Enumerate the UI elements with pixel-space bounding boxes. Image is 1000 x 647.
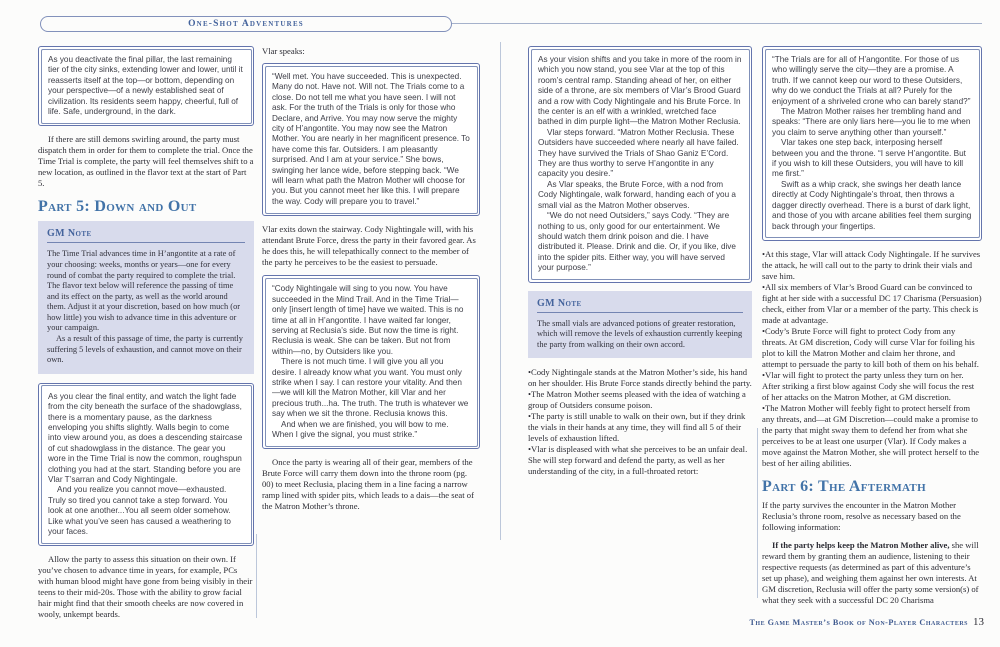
part-6-heading: Part 6: The Aftermath (762, 477, 926, 495)
body-paragraph (762, 540, 982, 606)
flavor-text (766, 50, 978, 237)
bullet-item: • Vlar is displeased with what she perceives to be an unfair deal. She will step forward and defend the party, as well as her understanding of the city, in a full-throated retort: (528, 444, 752, 477)
flavor-text-box (762, 46, 982, 241)
flavor-paragraph: “The Trials are for all of H’angontite. For those of us who willingly serve the city—they are a promise. A truth. If we cannot keep our word to these Outsiders, why do we conduct the Trials at all? Purely for the enjoyment of a shriveled crone who can barely stand?” (772, 55, 971, 106)
section-header-label: One-Shot Adventures (188, 19, 304, 29)
flavor-text-box (528, 46, 752, 283)
bullet-item: • All six members of Vlar’s Brood Guard can be convinced to fight at her side with a successful DC 17 Charisma (Persuasion) check, either from Vlar or a member of the party. This check is made at advantage. (762, 282, 982, 326)
gm-note-paragraph: As a result of this passage of time, the party is currently suffering 5 levels of exhaustion, and cannot move on their own. (47, 334, 243, 365)
page-gutter-rule (500, 42, 501, 540)
flavor-paragraph: And when we are finished, you will bow to me. When I give the signal, you must strike.” (272, 419, 449, 439)
bullet-item: • The Matron Mother will feebly fight to protect herself from any threats, and—at GM Discretion—could make a promise to the party that might sway them to defend her from what she perceives to be at least one usurper (Vlar). If Cody makes a move against the Matron Mother, she will protect herself to the best of her ailing abilities. (762, 403, 982, 469)
section-header-pill (40, 16, 452, 32)
flavor-paragraph: Vlar takes one step back, interposing herself between you and the throne. “I serve H’angontite. But if you wish to kill these Outsiders, you will have to kill me first.” (772, 138, 966, 179)
flavor-paragraph: As Vlar speaks, the Brute Force, with a nod from Cody Nightingale, walk forward, handing each of you a small vial as the Matron Mother observes. (538, 179, 736, 210)
bullet-item: • Cody Nightingale stands at the Matron Mother’s side, his hand on her shoulder. His Brute Force stands directly behind the party. (528, 367, 752, 389)
flavor-text-box (38, 383, 254, 547)
flavor-text-box (262, 275, 480, 449)
body-paragraph: Vlar exits down the stairway. Cody Nightingale will, with his attendant Brute Force, dress the party in their favored gear. As he does this, he will telepathically connect to the member of the party he perceives to be the easiest to persuade. (262, 224, 476, 268)
column-divider-left (256, 534, 257, 618)
flavor-paragraph: And you realize you cannot move—exhausted. Truly so tired you cannot take a step forward. You look at one another...You all seem older somehow. Like what you’ve seen has caused a weathering to your faces. (48, 485, 231, 537)
page-number: 13 (973, 616, 984, 628)
flavor-text-box (262, 63, 480, 216)
gm-note-title: GM Note (537, 298, 743, 313)
flavor-text (42, 387, 250, 543)
column-4 (762, 44, 982, 613)
column-3 (528, 44, 752, 477)
flavor-paragraph: “Well met. You have succeeded. This is unexpected. Many do not. Have not. Will not. The Trials come to a close. Do not tell me what you have seen. I will not ask. For the truth of the Trials is only for those who Declare, and Arrive. You may now serve the mighty city of H’angontite. You may now see the Matron Mother. You are nearly in her magnificent presence. To have come this far. Outsiders. I am pleasantly surprised. And I am at your service.” She bows, swinging her lance wide, before stepping back. “We will learn what path the Matron Mother will choose for you. But you cannot meet her like this. I will prepare the way. Cody will prepare you to travel.” (272, 72, 470, 206)
flavor-paragraph: As you clear the final entity, and watch the light fade from the city beneath the surface of the shadowglass, there is a momentary pause, as the darkness enveloping you shifts slightly. Walls begin to come into view around you, as does a descending staircase of cut shadowglass in the distance. The gear you wore in the Time Trial is now the common, roughspun clothing you had at the start. Standing before you are Vlar T’sarran and Cody Nightingale. (48, 391, 243, 485)
page-footer (749, 616, 984, 628)
paragraph-rest: she will reward them by granting them an audience, listening to their respective requests (as determined as part of this adventure’s set up phase), and weighing them against her own interests. At GM discretion, Reclusia will offer the party some version(s) of what they seek with a successful DC 20 Charisma (762, 539, 979, 605)
flavor-paragraph: As your vision shifts and you take in more of the room in which you now stand, you see Vlar at the top of this room’s central ramp. Standing ahead of her, on either side of a throne, are six members of Vlar’s Brood Guard and a row with Cody Nightingale and his Brute Force. In the center is an elf with a wrinkled, wretched face bathed in dim purple light—the Matron Mother Reclusia. (538, 55, 742, 127)
flavor-text-box (38, 46, 254, 126)
header-rule (451, 23, 982, 24)
bullet-item: • The Matron Mother seems pleased with the idea of watching a group of Outsiders consume poison. (528, 389, 752, 411)
bullet-item: • The party is still unable to walk on their own, but if they drink the vials in their hands at any time, they will find all 5 of their levels of exhaustion lifted. (528, 411, 752, 444)
book-title: The Game Master’s Book of Non-Player Characters (749, 618, 968, 627)
body-paragraph: Vlar speaks: (262, 46, 305, 56)
flavor-paragraph: There is not much time. I will give you all you desire. I already know what you want. You must only strike when I say. I can restore your vitality. And then—we will kill the Matron Mother, kill Vlar and her precious truth...ha. The truth. The truth is whatever we say when we sit the throne. Reclusia knows this. (272, 357, 469, 419)
bullet-item: • At this stage, Vlar will attack Cody Nightingale. If he survives the attack, he will call out to the party to drink their vials and save him. (762, 249, 982, 282)
body-paragraph: If there are still demons swirling around, the party must dispatch them in order for them to complete the trial. Once the Time Trial is complete, the party will feel themselves shift to a new location, as outlined in the flavor text at the start of Part 5. (38, 134, 254, 189)
flavor-paragraph: “We do not need Outsiders,” says Cody. “They are nothing to us, only good for our entertainment. We should watch them drink poison and die. I have distributed it. Please. Drink and die. Or, if you like, dive into the spider pits. Either way, you will have served your purpose.” (538, 211, 736, 273)
column-divider-right (757, 428, 758, 598)
column-2 (262, 44, 480, 519)
gm-note-title: GM Note (47, 228, 245, 243)
gm-note (38, 221, 254, 373)
body-paragraph: Allow the party to assess this situation on their own. If you’ve chosen to advance time in years, for example, PCs with human blood might have gone from being visibly in their teens to their mid-20s. Those with the ability to grow facial hair might find that their smooth cheeks are now covered in wooly, unkempt beards. (38, 554, 253, 620)
part-5-heading: Part 5: Down and Out (38, 198, 197, 216)
bullet-item: • Vlar will fight to protect the party unless they turn on her. After striking a first blow against Cody she will focus the rest of her attacks on the Matron Mother, at GM discretion. (762, 370, 982, 403)
body-paragraph: Once the party is wearing all of their gear, members of the Brute Force will carry them down into the throne room (pg. 00) to meet Reclusia, placing them in a line facing a narrow ramp lined with spider pits, which leads to a dais—the seat of the Matron Mother’s throne. (262, 457, 474, 512)
flavor-paragraph: “Cody Nightingale will sing to you now. You have succeeded in the Mind Trail. And in the Time Trial—only [insert length of time] have we waited. This is no time at all in H’angontite. I have waited far longer, serving at Reclusia’s side. But now the time is right. Reclusia is weak. She can be taken. But not from within—no, by Outsiders like you. (272, 284, 464, 356)
column-1 (38, 44, 254, 627)
flavor-text (42, 50, 250, 122)
gm-note-paragraph: The Time Trial advances time in H’angontite at a rate of your choosing: weeks, months or years—one for every round of combat the party required to complete the trial. The flavor text below will reference the passing of time and its effect on the party, as well as the world around them. Adjust it at your discretion, based on how much (or how little) you wish to advance time in this adventure or your campaign. (47, 249, 241, 333)
gm-note-paragraph: The small vials are advanced potions of greater restoration, which will remove the levels of exhaustion currently keeping the party from walking on their own accord. (537, 318, 743, 349)
flavor-paragraph: Vlar steps forward. “Matron Mother Reclusia. These Outsiders have succeeded where nearly all have failed. They have survived the Trials of Shao Ganiz E’Cord. They are thus worthy to serve H’angontite in any capacity you desire.” (538, 127, 739, 179)
bold-lead: If the party helps keep the Matron Mother alive, (772, 539, 950, 550)
flavor-paragraph: As you deactivate the final pillar, the last remaining tier of the city sinks, extending lower and lower, until it reasserts itself at the top—or bottom, depending on your perspective—of a newly established seat of civilization. Its residents seem happy, cheerful, full of life. Safe, underground, in the dark. (48, 55, 243, 117)
gm-note (528, 291, 752, 359)
flavor-paragraph: The Matron Mother raises her trembling hand and speaks: “There are only liars here—you lie to me when you claim to serve anything other than yourself.” (772, 107, 971, 137)
flavor-text (266, 279, 476, 445)
flavor-text (266, 67, 476, 212)
flavor-text (532, 50, 748, 279)
bullet-item: • Cody’s Brute Force will fight to protect Cody from any threats. At GM discretion, Cody will curse Vlar for foiling his plot to kill the Matron Mother and claim her throne, and attempt to persuade the party to kill both of them on his behalf. (762, 326, 982, 370)
flavor-paragraph: Swift as a whip crack, she swings her death lance directly at Cody Nightingale’s throat, then throws a dagger directly overhead. There is a burst of dark light, and those of you with arcane abilities feel them surging back through your fingertips. (772, 179, 972, 231)
body-paragraph: If the party survives the encounter in the Matron Mother Reclusia’s throne room, resolve as necessary based on the following information: (762, 499, 961, 532)
